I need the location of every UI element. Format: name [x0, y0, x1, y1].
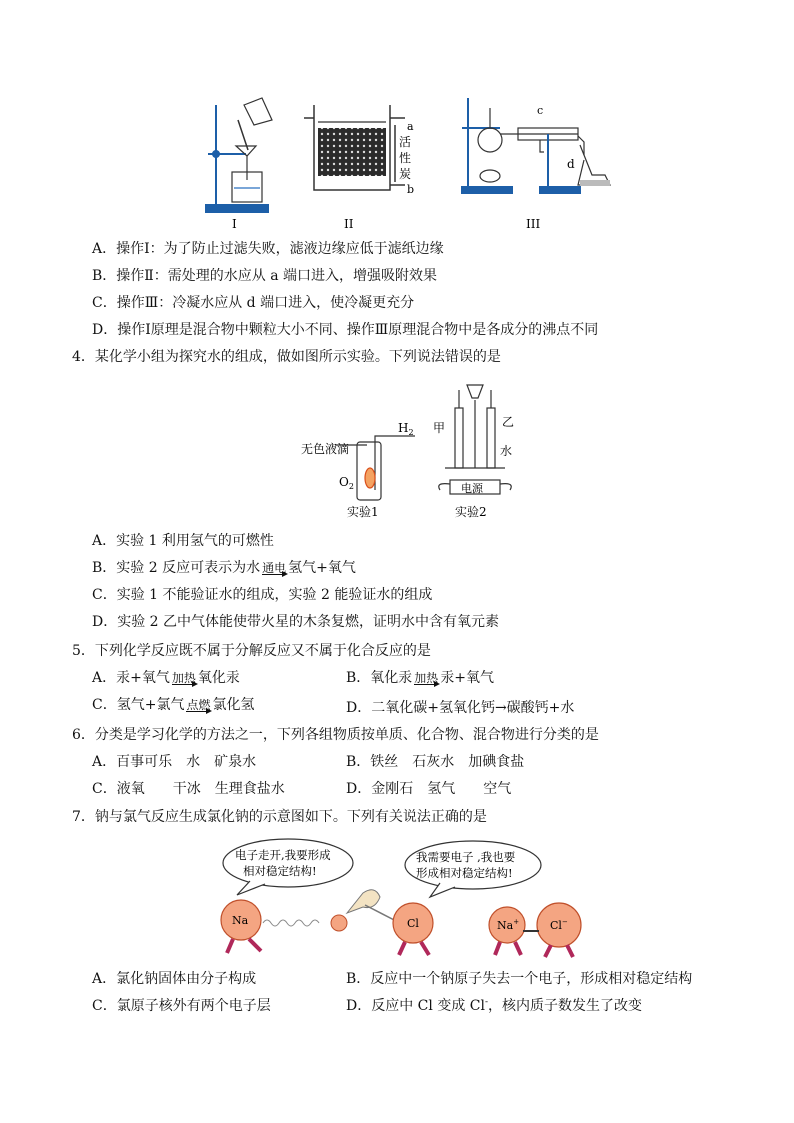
exp2-apparatus: [439, 385, 515, 494]
bubble2-line2: 形成相对稳定结构!: [416, 866, 513, 880]
q6-option-d: D．金刚石 氢气 空气: [346, 781, 512, 797]
speech-bubble-2: [405, 841, 541, 889]
q3-option-a: A．操作Ⅰ：为了防止过滤失败，滤液边缘应低于滤纸边缘: [92, 241, 444, 257]
o2-label: $O_2$: [339, 475, 354, 491]
power-label: 电源: [461, 482, 483, 495]
q7-stem: 7．钠与氯气反应生成氯化钠的示意图如下。下列有关说法正确的是: [72, 809, 487, 825]
distillation-apparatus: [462, 98, 610, 193]
exp1-label: 实验1: [347, 505, 379, 519]
q3-apparatus-figure: [200, 90, 620, 235]
jia-label: 甲: [433, 421, 446, 435]
fig-label-iii: III: [526, 217, 541, 231]
q6-stem: 6．分类是学习化学的方法之一，下列各组物质按单质、化合物、混合物进行分类的是: [72, 727, 599, 743]
q4-option-b: B．实验 2 反应可表示为水 通电 氢气+氧气: [92, 560, 356, 576]
q7-option-b: B．反应中一个钠原子失去一个电子，形成相对稳定结构: [346, 971, 693, 987]
q3-option-b: B．操作Ⅱ：需处理的水应从 a 端口进入，增强吸附效果: [92, 268, 438, 284]
carbon-filter-apparatus: [304, 105, 405, 190]
q5-option-b: B．氧化汞 加热 汞+氧气: [346, 670, 495, 686]
q4-stem: 4．某化学小组为探究水的组成，做如图所示实验。下列说法错误的是: [72, 349, 501, 365]
h2-label: $H_2$: [398, 421, 414, 437]
q5-option-d: D．二氧化碳+氢氧化钙→碳酸钙+水: [346, 700, 575, 716]
carbon-char-3: 炭: [399, 167, 412, 181]
q3-option-c: C．操作Ⅲ：冷凝水应从 d 端口进入，使冷凝更充分: [92, 295, 415, 311]
q4-option-d: D．实验 2 乙中气体能使带火星的木条复燃，证明水中含有氧元素: [92, 614, 500, 630]
q5-stem: 5．下列化学反应既不属于分解反应又不属于化合反应的是: [72, 643, 431, 659]
carbon-char-1: 活: [399, 135, 412, 149]
drops-label: 无色液滴: [301, 442, 350, 456]
q6-option-a: A．百事可乐 水 矿泉水: [92, 754, 257, 770]
q4-option-a: A．实验 1 利用氢气的可燃性: [92, 533, 274, 549]
cl-label: Cl: [407, 917, 419, 930]
q7-option-a: A．氯化钠固体由分子构成: [92, 971, 257, 987]
exp2-label: 实验2: [455, 505, 487, 519]
electron-icon: [331, 915, 347, 931]
filtration-apparatus: [206, 98, 272, 212]
fig-label-i: I: [232, 217, 237, 231]
port-d-label: d: [567, 157, 575, 171]
bubble2-line1: 我需要电子 ,我也要: [416, 850, 516, 864]
na-ion-label: Na+: [497, 918, 520, 932]
port-a-label: a: [407, 120, 414, 133]
condition-arrow: 通电: [262, 561, 287, 575]
condition-arrow: 加热: [171, 671, 196, 685]
q4-experiment-figure: [295, 380, 525, 525]
carbon-char-2: 性: [399, 151, 412, 165]
q5-option-a: A．汞+氧气 加热 氧化汞: [92, 670, 240, 686]
q4-option-c: C．实验 1 不能验证水的组成，实验 2 能验证水的组成: [92, 587, 433, 603]
water-label: 水: [500, 444, 513, 458]
q6-option-c: C．液氧 干冰 生理食盐水: [92, 781, 285, 797]
fig-label-ii: II: [344, 217, 354, 231]
q6-option-b: B．铁丝 石灰水 加碘食盐: [346, 754, 525, 770]
speech-bubble-1: [223, 839, 353, 887]
q7-sodium-chlorine-figure: [215, 835, 600, 965]
cl-ion-label: Cl−: [550, 918, 568, 932]
condition-arrow: 点燃: [186, 698, 211, 712]
bubble1-line1: 电子走开,我要形成: [235, 848, 331, 862]
q5-option-c: C．氢气+氯气 点燃 氯化氢: [92, 697, 255, 713]
yi-label: 乙: [502, 415, 515, 429]
q3-option-d: D．操作Ⅰ原理是混合物中颗粒大小不同、操作Ⅲ原理混合物中是各成分的沸点不同: [92, 322, 599, 338]
bubble1-line2: 相对稳定结构!: [243, 864, 317, 878]
port-b-label: b: [407, 183, 415, 196]
q7-option-c: C．氯原子核外有两个电子层: [92, 998, 271, 1014]
condition-arrow: 加热: [414, 671, 439, 685]
q7-option-d: D．反应中 Cl 变成 Cl-，核内质子数发生了改变: [346, 997, 643, 1014]
na-label: Na: [232, 914, 249, 927]
port-c-label: c: [537, 104, 544, 117]
